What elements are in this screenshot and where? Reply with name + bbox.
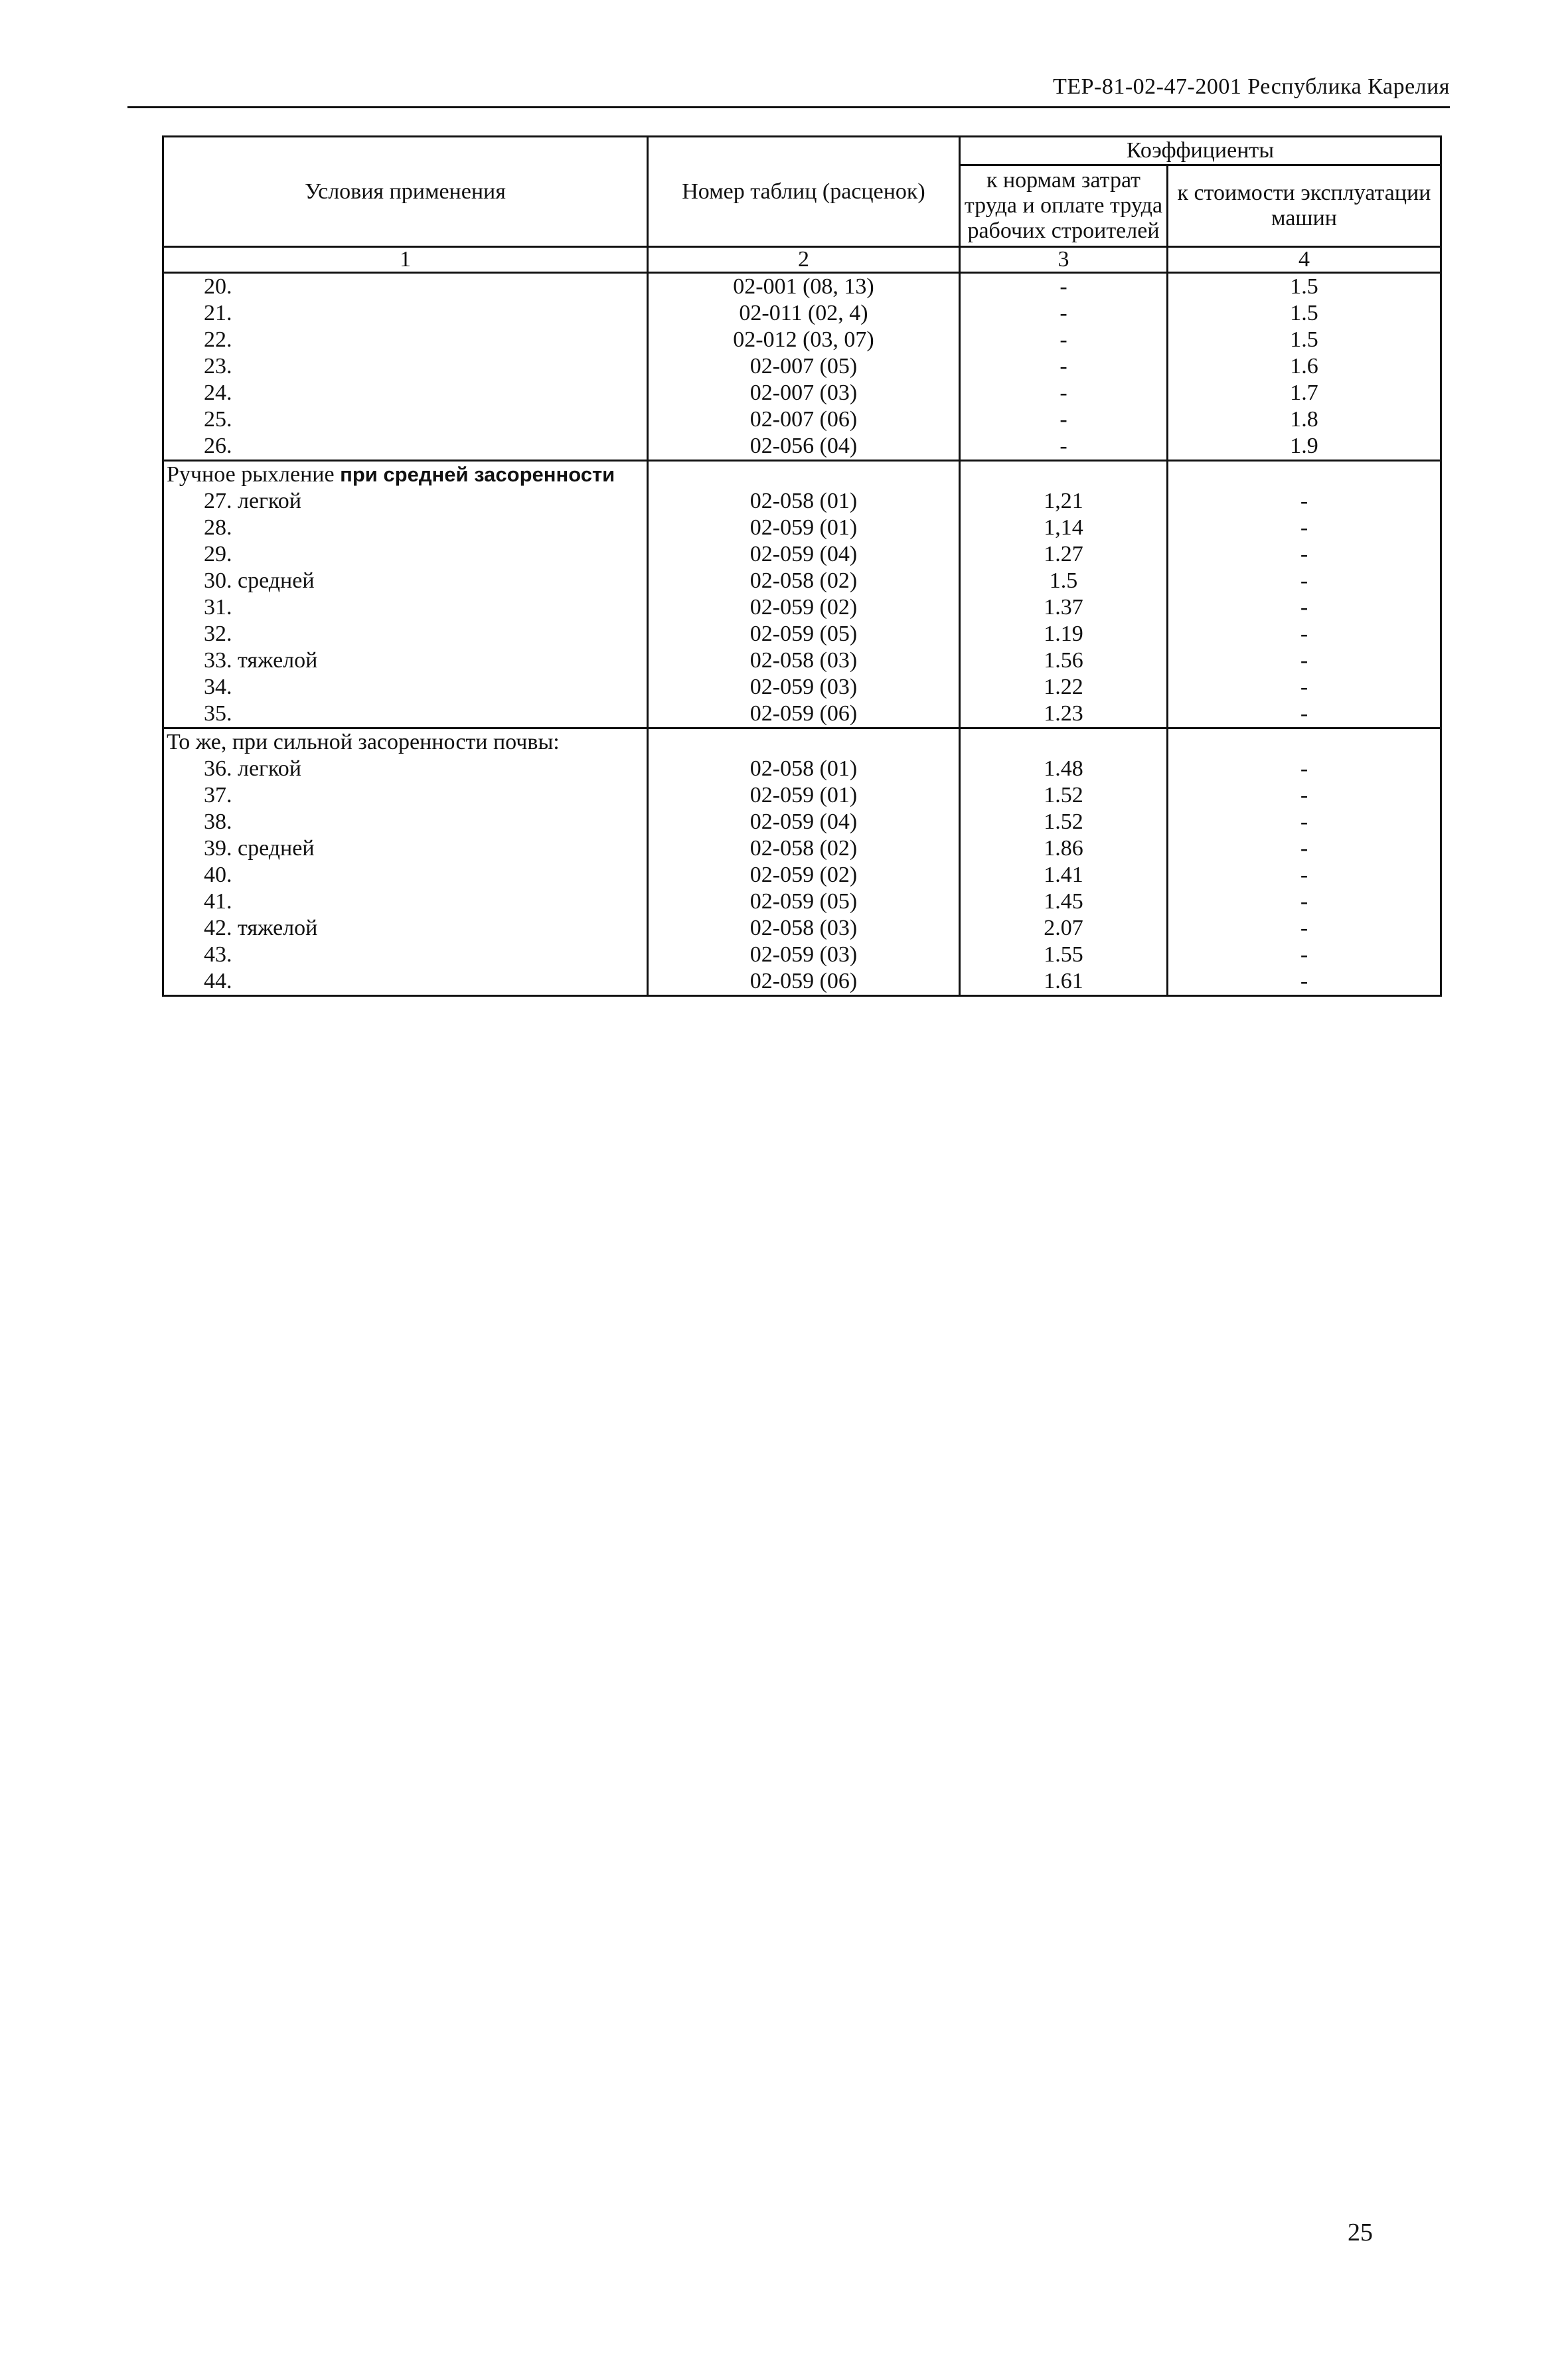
col-number-2: 2 <box>648 247 960 273</box>
header-row-numbers <box>163 247 1441 273</box>
table-row <box>163 488 1441 515</box>
col-header-coefficients: Коэффициенты <box>960 137 1441 165</box>
cell-conditions: 33. тяжелой <box>163 647 648 674</box>
cell-machines-coefficient: - <box>1168 515 1441 541</box>
section-title-row <box>163 728 1441 756</box>
table-row <box>163 915 1441 942</box>
cell-labor-coefficient: 1.5 <box>960 568 1168 594</box>
cell-table-number: 02-056 (04) <box>648 433 960 461</box>
cell-machines-coefficient: - <box>1168 647 1441 674</box>
col-number-4: 4 <box>1168 247 1441 273</box>
cell-machines-coefficient: - <box>1168 942 1441 968</box>
cell-conditions: 28. <box>163 515 648 541</box>
cell-machines-coefficient: - <box>1168 568 1441 594</box>
cell-conditions: 43. <box>163 942 648 968</box>
table-row <box>163 515 1441 541</box>
cell-machines-coefficient: 1.6 <box>1168 353 1441 380</box>
table-body <box>163 273 1441 996</box>
cell-labor-coefficient: 1.52 <box>960 809 1168 835</box>
cell-table-number: 02-059 (04) <box>648 809 960 835</box>
cell-labor-coefficient: 1.55 <box>960 942 1168 968</box>
page-number: 25 <box>1348 2219 1373 2246</box>
coefficients-table <box>162 135 1442 997</box>
cell-labor-coefficient: - <box>960 380 1168 406</box>
cell-table-number: 02-059 (05) <box>648 888 960 915</box>
cell-table-number: 02-007 (05) <box>648 353 960 380</box>
col-header-table-numbers: Номер таблиц (расценок) <box>648 137 960 247</box>
cell-labor-coefficient: - <box>960 433 1168 461</box>
section-title-row <box>163 461 1441 489</box>
table-row <box>163 674 1441 701</box>
cell-table-number: 02-011 (02, 4) <box>648 300 960 327</box>
cell-machines-coefficient: - <box>1168 701 1441 728</box>
cell-table-number: 02-058 (03) <box>648 915 960 942</box>
cell-conditions: 31. <box>163 594 648 621</box>
cell-conditions: 22. <box>163 327 648 353</box>
cell-machines-coefficient: - <box>1168 674 1441 701</box>
table-header <box>163 137 1441 273</box>
cell-table-number: 02-058 (03) <box>648 647 960 674</box>
cell-table-number: 02-059 (03) <box>648 942 960 968</box>
col-header-labor: к нормам затрат труда и оплате труда рабочих строителей <box>960 165 1168 247</box>
table-row <box>163 647 1441 674</box>
cell-conditions: 26. <box>163 433 648 461</box>
section-title <box>163 728 648 756</box>
cell-labor-coefficient: 1.19 <box>960 621 1168 647</box>
table-row <box>163 594 1441 621</box>
col-header-machines: к стоимости эксплуатации машин <box>1168 165 1441 247</box>
table-row <box>163 862 1441 888</box>
table-row <box>163 888 1441 915</box>
empty-cell <box>1168 461 1441 489</box>
cell-table-number: 02-058 (01) <box>648 488 960 515</box>
cell-labor-coefficient: 1.37 <box>960 594 1168 621</box>
cell-machines-coefficient: - <box>1168 756 1441 782</box>
cell-table-number: 02-007 (03) <box>648 380 960 406</box>
cell-machines-coefficient: - <box>1168 621 1441 647</box>
cell-labor-coefficient: 1.23 <box>960 701 1168 728</box>
table-row <box>163 273 1441 301</box>
cell-conditions: 27. легкой <box>163 488 648 515</box>
col-header-conditions: Условия применения <box>163 137 648 247</box>
cell-labor-coefficient: 1.86 <box>960 835 1168 862</box>
cell-table-number: 02-059 (03) <box>648 674 960 701</box>
cell-machines-coefficient: 1.9 <box>1168 433 1441 461</box>
cell-labor-coefficient: - <box>960 406 1168 433</box>
table-row <box>163 942 1441 968</box>
cell-labor-coefficient: 1.48 <box>960 756 1168 782</box>
cell-labor-coefficient: 1.27 <box>960 541 1168 568</box>
cell-machines-coefficient: 1.8 <box>1168 406 1441 433</box>
table-row <box>163 541 1441 568</box>
empty-cell <box>648 728 960 756</box>
cell-conditions: 23. <box>163 353 648 380</box>
cell-table-number: 02-058 (02) <box>648 568 960 594</box>
header-row-group <box>163 137 1441 165</box>
cell-conditions: 38. <box>163 809 648 835</box>
cell-machines-coefficient: - <box>1168 915 1441 942</box>
cell-conditions: 21. <box>163 300 648 327</box>
table-row <box>163 968 1441 996</box>
table-row <box>163 621 1441 647</box>
table-row <box>163 756 1441 782</box>
cell-table-number: 02-059 (02) <box>648 594 960 621</box>
cell-machines-coefficient: - <box>1168 594 1441 621</box>
cell-conditions: 36. легкой <box>163 756 648 782</box>
cell-table-number: 02-058 (01) <box>648 756 960 782</box>
section-title-part: при средней засоренности <box>340 463 615 486</box>
cell-table-number: 02-059 (01) <box>648 782 960 809</box>
table-row <box>163 835 1441 862</box>
table-row <box>163 809 1441 835</box>
cell-conditions: 29. <box>163 541 648 568</box>
cell-machines-coefficient: - <box>1168 782 1441 809</box>
document-header-title: ТЕР-81-02-47-2001 Республика Карелия <box>1053 74 1450 99</box>
cell-machines-coefficient: - <box>1168 809 1441 835</box>
cell-labor-coefficient: 1.22 <box>960 674 1168 701</box>
empty-cell <box>960 461 1168 489</box>
cell-table-number: 02-059 (06) <box>648 968 960 996</box>
cell-conditions: 41. <box>163 888 648 915</box>
cell-table-number: 02-059 (06) <box>648 701 960 728</box>
col-number-3: 3 <box>960 247 1168 273</box>
table-row <box>163 353 1441 380</box>
cell-labor-coefficient: - <box>960 273 1168 301</box>
cell-labor-coefficient: 2.07 <box>960 915 1168 942</box>
cell-table-number: 02-059 (02) <box>648 862 960 888</box>
cell-conditions: 37. <box>163 782 648 809</box>
cell-labor-coefficient: - <box>960 353 1168 380</box>
section-title <box>163 461 648 489</box>
cell-table-number: 02-001 (08, 13) <box>648 273 960 301</box>
cell-conditions: 20. <box>163 273 648 301</box>
table-row <box>163 782 1441 809</box>
table-row <box>163 327 1441 353</box>
cell-labor-coefficient: 1.61 <box>960 968 1168 996</box>
section-title-part: То же, при сильной засоренности почвы: <box>167 730 560 754</box>
cell-machines-coefficient: 1.5 <box>1168 300 1441 327</box>
cell-table-number: 02-058 (02) <box>648 835 960 862</box>
cell-labor-coefficient: 1,21 <box>960 488 1168 515</box>
empty-cell <box>648 461 960 489</box>
empty-cell <box>960 728 1168 756</box>
cell-machines-coefficient: 1.5 <box>1168 273 1441 301</box>
cell-machines-coefficient: - <box>1168 835 1441 862</box>
cell-machines-coefficient: 1.7 <box>1168 380 1441 406</box>
cell-labor-coefficient: - <box>960 327 1168 353</box>
cell-machines-coefficient: - <box>1168 888 1441 915</box>
empty-cell <box>1168 728 1441 756</box>
cell-conditions: 34. <box>163 674 648 701</box>
cell-table-number: 02-012 (03, 07) <box>648 327 960 353</box>
cell-conditions: 24. <box>163 380 648 406</box>
table-row <box>163 380 1441 406</box>
cell-labor-coefficient: 1.52 <box>960 782 1168 809</box>
cell-labor-coefficient: 1.45 <box>960 888 1168 915</box>
table-row <box>163 568 1441 594</box>
cell-machines-coefficient: - <box>1168 862 1441 888</box>
table-row <box>163 300 1441 327</box>
col-number-1: 1 <box>163 247 648 273</box>
cell-conditions: 39. средней <box>163 835 648 862</box>
section-title-part: Ручное рыхление <box>167 462 335 487</box>
cell-conditions: 25. <box>163 406 648 433</box>
cell-table-number: 02-059 (01) <box>648 515 960 541</box>
cell-conditions: 44. <box>163 968 648 996</box>
cell-conditions: 42. тяжелой <box>163 915 648 942</box>
cell-table-number: 02-007 (06) <box>648 406 960 433</box>
cell-conditions: 40. <box>163 862 648 888</box>
cell-conditions: 32. <box>163 621 648 647</box>
cell-table-number: 02-059 (04) <box>648 541 960 568</box>
table-row <box>163 701 1441 728</box>
cell-machines-coefficient: - <box>1168 488 1441 515</box>
cell-labor-coefficient: 1.41 <box>960 862 1168 888</box>
cell-labor-coefficient: 1.56 <box>960 647 1168 674</box>
cell-machines-coefficient: 1.5 <box>1168 327 1441 353</box>
table-row <box>163 433 1441 461</box>
cell-machines-coefficient: - <box>1168 541 1441 568</box>
cell-conditions: 30. средней <box>163 568 648 594</box>
table-row <box>163 406 1441 433</box>
cell-conditions: 35. <box>163 701 648 728</box>
cell-machines-coefficient: - <box>1168 968 1441 996</box>
cell-labor-coefficient: 1,14 <box>960 515 1168 541</box>
header-rule <box>127 106 1450 108</box>
cell-labor-coefficient: - <box>960 300 1168 327</box>
cell-table-number: 02-059 (05) <box>648 621 960 647</box>
